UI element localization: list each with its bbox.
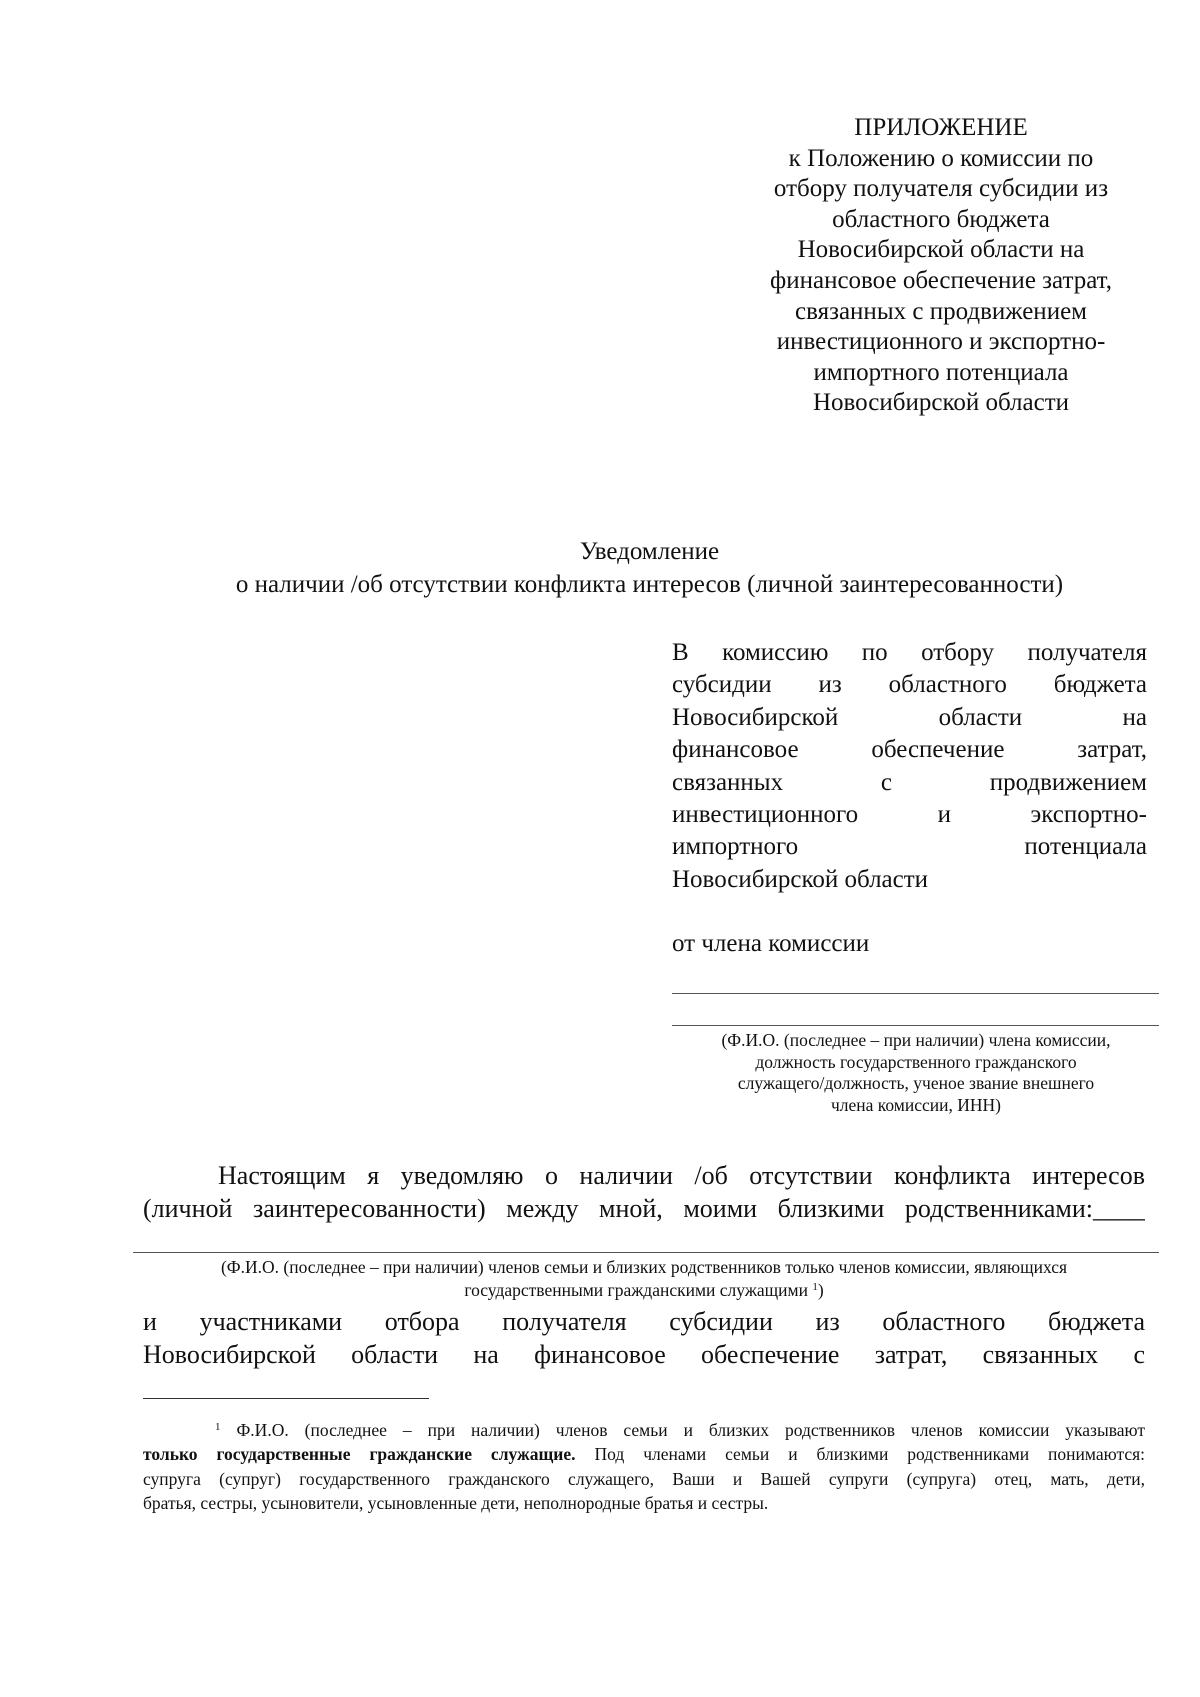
member-name-line [672,993,1159,994]
body-line: и участниками отбора получателя субсидии из областного бюджета [143,1307,1145,1336]
footnote [143,1418,1145,1516]
addressee-line: импортного потенциала [672,833,1147,861]
body-paragraph-continued [143,1305,1145,1371]
appendix-heading: ПРИЛОЖЕНИЕ [854,114,1028,141]
appendix-line: отбору получателя субсидии из [773,175,1109,203]
from-member-label: от члена комиссии [672,930,870,957]
member-caption [672,1030,1160,1116]
footnote-line [143,1442,1145,1466]
addressee-line: Новосибирской области [672,865,929,893]
addressee-line: связанных с продвижением [672,768,1147,796]
appendix-line: инвестиционного и экспортно- [776,328,1106,356]
appendix-line: к Положению о комиссии по [788,144,1094,172]
footnote-line: супруга (супруг) государственного гражданского служащего, Ваши и Вашей супруги (супруга) отец, мать, дети, [143,1468,1145,1489]
addressee-line: инвестиционного и экспортно- [672,801,1147,829]
footnote-text: Под членами семьи и близкими родственниками понимаются: [594,1444,1145,1465]
body-line: Настоящим я уведомляю о наличии /об отсутствии конфликта интересов [218,1161,1145,1190]
footnote-text: Ф.И.О. (последнее – при наличии) членов семьи и близких родственников членов комиссии указывают [236,1420,1145,1440]
relatives-line [133,1252,1159,1253]
appendix-line: финансовое обеспечение затрат, [770,266,1112,294]
appendix-block [730,113,1152,419]
caption-line: (Ф.И.О. (последнее – при наличии) члена комиссии, [721,1030,1111,1050]
footnote-line: братья, сестры, усыновители, усыновленные дети, неполнородные братья и сестры. [143,1493,769,1514]
appendix-line: Новосибирской области [812,389,1070,417]
addressee-line: Новосибирской области на [672,703,1147,731]
caption-close: ) [817,1280,824,1300]
addressee-line: В комиссию по отбору получателя [672,639,1147,666]
appendix-line: связанных с продвижением [795,297,1087,325]
body-paragraph [143,1159,1145,1225]
footnote-bold-text: только государственные гражданские служащие. [143,1444,576,1465]
title-subline: о наличии /об отсутствии конфликта интересов (личной заинтересованности) [235,571,1064,598]
addressee-line: субсидии из областного бюджета [672,671,1147,699]
caption-line [143,1279,1145,1302]
caption-line: (Ф.И.О. (последнее – при наличии) членов семьи и близких родственников только членов комиссии, являющихся [220,1257,1068,1277]
appendix-line: импортного потенциала [813,358,1069,386]
footnote-mark: 1 [215,1421,221,1433]
caption-line: должность государственного гражданского [755,1051,1077,1072]
appendix-line: областного бюджета [832,205,1050,233]
member-name-line [672,1025,1159,1026]
caption-line: служащего/должность, ученое звание внешнего [737,1073,1095,1093]
body-line: Новосибирской области на финансовое обеспечение затрат, связанных с [143,1340,1145,1369]
caption-text: государственными гражданскими служащими [464,1280,808,1300]
appendix-line: Новосибирской области на [797,236,1085,264]
body-line: (личной заинтересованности) между мной, моими близкими родственниками:____ [143,1194,1145,1223]
footnote-line [143,1418,1145,1442]
addressee-block [672,637,1147,896]
title-line: Уведомление [579,538,720,565]
addressee-line: финансовое обеспечение затрат, [672,736,1147,764]
footnote-separator [143,1398,429,1399]
caption-line: члена комиссии, ИНН) [830,1094,1002,1115]
footnote-ref[interactable]: 1 [812,1281,818,1293]
relatives-caption [143,1256,1145,1302]
document-title [120,535,1179,601]
